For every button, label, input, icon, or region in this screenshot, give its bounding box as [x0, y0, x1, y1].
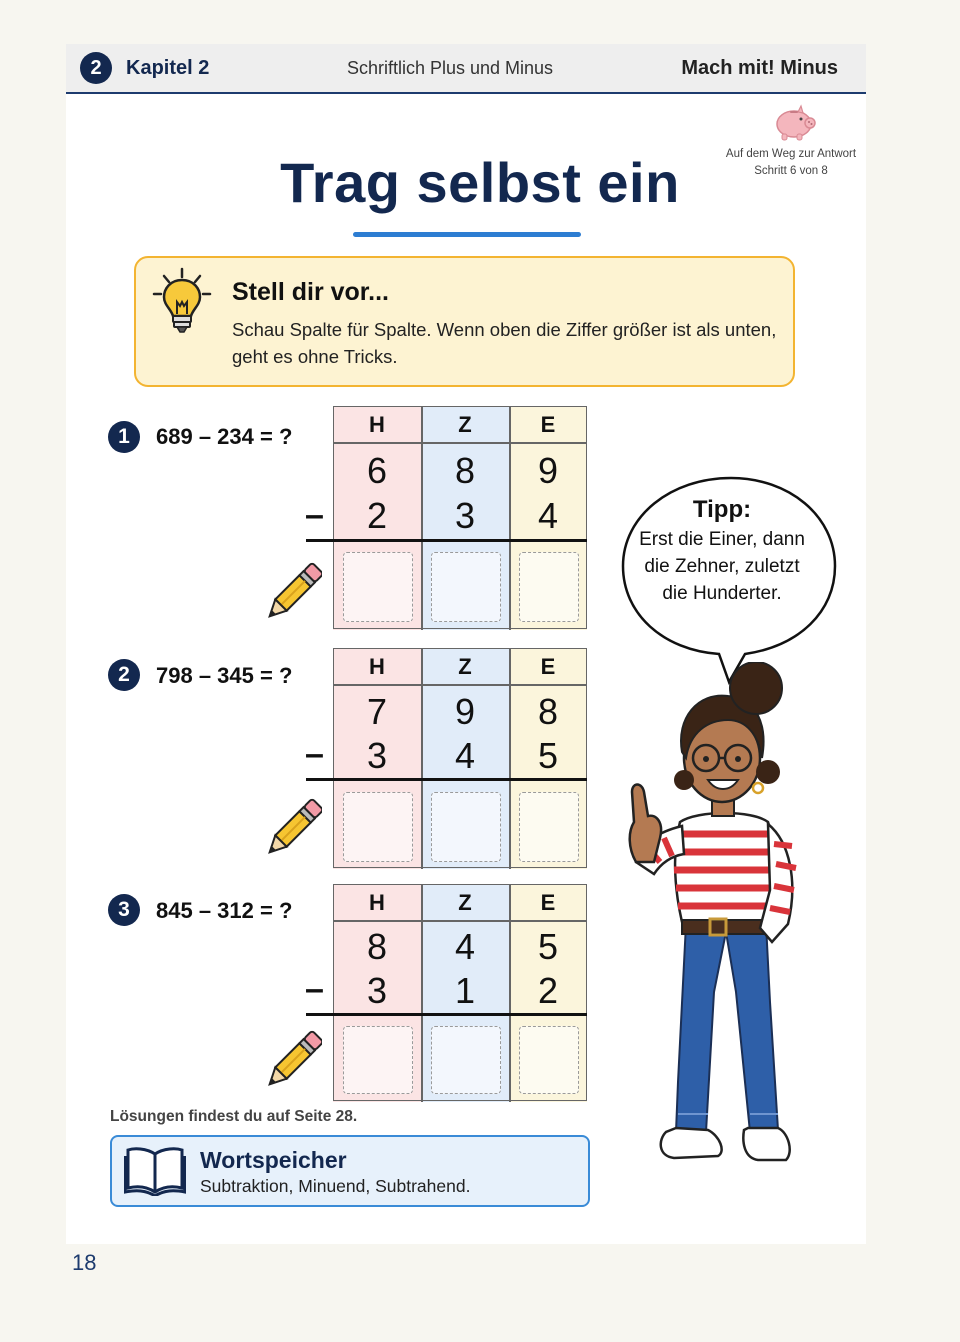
subtrahend-digit: 3	[454, 495, 476, 536]
title-underline	[353, 232, 581, 237]
grid-header-line	[333, 920, 587, 922]
column-header-e: E	[540, 890, 556, 915]
minus-sign: –	[305, 735, 324, 773]
solutions-note: Lösungen findest du auf Seite 28.	[110, 1108, 358, 1125]
subtrahend-digit: 3	[366, 735, 388, 776]
minus-sign: –	[305, 496, 324, 534]
progress-step: Schritt 6 von 8	[754, 165, 828, 177]
column-header-h: H	[369, 412, 385, 437]
column-header-h: H	[369, 890, 385, 915]
series-title: Mach mit! Minus	[681, 57, 838, 79]
chapter-number-badge: 2	[80, 52, 112, 84]
piggy-bank-icon	[770, 104, 818, 142]
result-line	[306, 1013, 587, 1016]
girl-illustration	[618, 662, 833, 1187]
minus-sign: –	[305, 970, 324, 1008]
answer-box-tens[interactable]	[431, 792, 501, 862]
answer-box-tens[interactable]	[431, 1026, 501, 1094]
chapter-header	[66, 44, 866, 94]
subtrahend-digit: 1	[454, 970, 476, 1011]
result-line	[306, 539, 587, 542]
chapter-subject: Schriftlich Plus und Minus	[346, 58, 554, 78]
word-store-text: Subtraktion, Minuend, Subtrahend.	[200, 1176, 471, 1196]
column-header-z: Z	[458, 890, 472, 915]
minuend-digit: 6	[366, 450, 388, 491]
open-book-icon	[124, 1144, 186, 1196]
answer-box-ones[interactable]	[519, 1026, 579, 1094]
subtraction-grid	[305, 406, 587, 630]
answer-box-hundreds[interactable]	[343, 792, 413, 862]
minuend-digit: 9	[537, 450, 559, 491]
progress-caption: Auf dem Weg zur Antwort	[725, 148, 857, 160]
word-store-heading: Wortspeicher	[200, 1147, 347, 1173]
chapter-label: Kapitel 2	[126, 57, 210, 79]
task-number: 1	[108, 421, 140, 453]
minuend-digit: 4	[454, 926, 476, 967]
subtrahend-digit: 2	[537, 970, 559, 1011]
page-number: 18	[72, 1250, 97, 1275]
subtrahend-digit: 2	[366, 495, 388, 536]
pencil-icon	[264, 562, 322, 624]
minuend-digit: 7	[366, 691, 388, 732]
minuend-digit: 8	[366, 926, 388, 967]
task-equation: 845 – 312 = ?	[156, 898, 293, 923]
task-number: 3	[108, 894, 140, 926]
subtrahend-digit: 4	[537, 495, 559, 536]
column-header-h: H	[369, 654, 385, 679]
bubble-heading: Tipp:	[692, 496, 752, 523]
tip-text: Schau Spalte für Spalte. Wenn oben die Ziffer größer ist als unten, geht es ohne Tricks.	[232, 319, 777, 367]
column-header-e: E	[540, 412, 556, 437]
answer-box-hundreds[interactable]	[343, 552, 413, 622]
bubble-text: Erst die Einer, dann die Zehner, zuletzt die Hunderter.	[639, 529, 805, 604]
column-header-z: Z	[458, 654, 472, 679]
answer-box-ones[interactable]	[519, 792, 579, 862]
answer-box-hundreds[interactable]	[343, 1026, 413, 1094]
subtrahend-digit: 5	[537, 735, 559, 776]
subtrahend-digit: 3	[366, 970, 388, 1011]
grid-header-line	[333, 684, 587, 686]
minuend-digit: 8	[537, 691, 559, 732]
tip-heading: Stell dir vor...	[232, 278, 389, 306]
subtrahend-digit: 4	[454, 735, 476, 776]
answer-box-ones[interactable]	[519, 552, 579, 622]
minuend-digit: 5	[537, 926, 559, 967]
pencil-icon	[264, 798, 322, 860]
column-header-e: E	[540, 654, 556, 679]
result-line	[306, 778, 587, 781]
task-equation: 689 – 234 = ?	[156, 424, 293, 449]
subtraction-grid	[305, 648, 587, 869]
pencil-icon	[264, 1030, 322, 1092]
subtraction-grid	[305, 884, 587, 1102]
task-equation: 798 – 345 = ?	[156, 663, 293, 688]
minuend-digit: 9	[454, 691, 476, 732]
minuend-digit: 8	[454, 450, 476, 491]
task-number: 2	[108, 659, 140, 691]
column-header-z: Z	[458, 412, 472, 437]
grid-header-line	[333, 442, 587, 444]
page-title: Trag selbst ein	[280, 151, 680, 214]
lightbulb-icon	[150, 266, 214, 338]
answer-box-tens[interactable]	[431, 552, 501, 622]
